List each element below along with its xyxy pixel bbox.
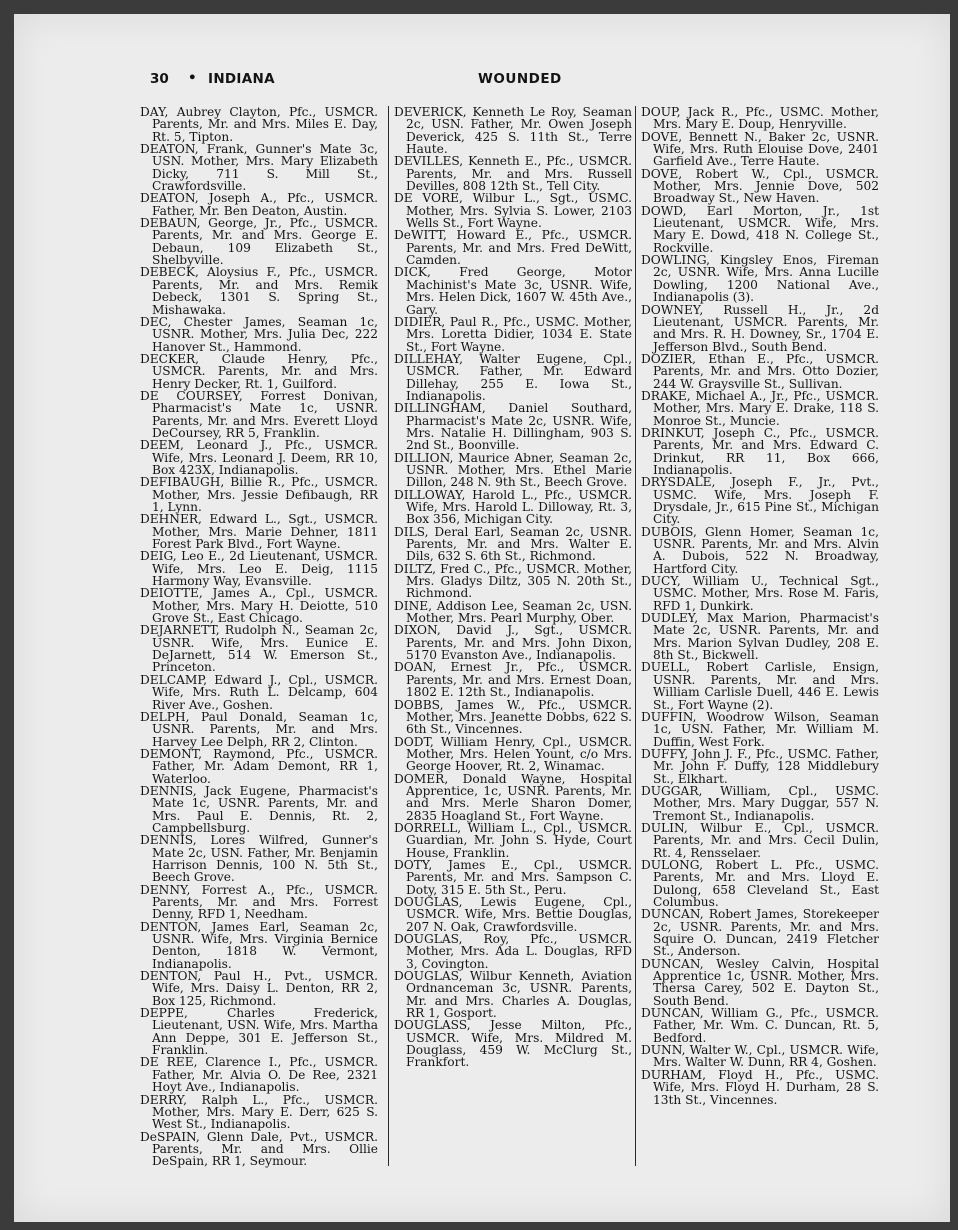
casualty-entry: DULIN, Wilbur E., Cpl., USMCR. Parents, Mr. and Mrs. Cecil Dulin, Rt. 4, Rensselaer.: [641, 820, 879, 860]
casualty-entry: DENNIS, Lores Wilfred, Gunner's Mate 2c, USN. Father, Mr. Benjamin Harrison Dennis, 100 N. 5th St., Beech Grove.: [140, 833, 378, 885]
casualty-entry: DUBOIS, Glenn Homer, Seaman 1c, USNR. Parents, Mr. and Mrs. Alvin A. Dubois, 522 N. Broadway, Hartford City.: [641, 524, 879, 576]
casualty-entry: DRAKE, Michael A., Jr., Pfc., USMCR. Mother, Mrs. Mary E. Drake, 118 S. Monroe St., Muncie.: [641, 388, 879, 428]
casualty-entry: DEATON, Joseph A., Pfc., USMCR. Father, Mr. Ben Deaton, Austin.: [140, 191, 378, 218]
casualty-entry: DENNY, Forrest A., Pfc., USMCR. Parents, Mr. and Mrs. Forrest Denny, RFD 1, Needham.: [140, 882, 378, 922]
casualty-entry: DICK, Fred George, Motor Machinist's Mate 3c, USNR. Wife, Mrs. Helen Dick, 1607 W. 45th Ave., Gary.: [394, 265, 632, 317]
casualty-entry: DE COURSEY, Forrest Donivan, Pharmacist's Mate 1c, USNR. Parents, Mr. and Mrs. Everett Lloyd DeCoursey, RR 5, Franklin.: [140, 388, 378, 440]
casualty-entry: DOUGLAS, Wilbur Kenneth, Aviation Ordnanceman 3c, USNR. Parents, Mr. and Mrs. Charles A. Douglas, RR 1, Gosport.: [394, 969, 632, 1021]
casualty-entry: DOVE, Robert W., Cpl., USMCR. Mother, Mrs. Jennie Dove, 502 Broadway St., New Haven.: [641, 166, 879, 206]
casualty-entry: DURHAM, Floyd H., Pfc., USMC. Wife, Mrs. Floyd H. Durham, 28 S. 13th St., Vincennes.: [641, 1067, 879, 1107]
casualty-entry: DUNCAN, Robert James, Storekeeper 2c, USNR. Parents, Mr. and Mrs. Squire O. Duncan, 2419 Fletcher St., Anderson.: [641, 907, 879, 959]
casualty-entry: DEVERICK, Kenneth Le Roy, Seaman 2c, USN. Father, Mr. Owen Joseph Deverick, 425 S. 11th St., Terre Haute.: [394, 105, 632, 157]
casualty-entry: DOWLING, Kingsley Enos, Fireman 2c, USNR. Wife, Mrs. Anna Lucille Dowling, 1200 National Ave., Indianapolis (3).: [641, 253, 879, 305]
column-divider: [388, 106, 389, 1166]
column-3: [641, 106, 879, 1106]
casualty-entry: DENTON, James Earl, Seaman 2c, USNR. Wife, Mrs. Virginia Bernice Denton, 1818 W. Vermont, Indianapolis.: [140, 919, 378, 971]
casualty-entry: DILLOWAY, Harold L., Pfc., USMCR. Wife, Mrs. Harold L. Dilloway, Rt. 3, Box 356, Michigan City.: [394, 487, 632, 527]
casualty-entry: DEC, Chester James, Seaman 1c, USNR. Mother, Mrs. Julia Dec, 222 Hanover St., Hammond.: [140, 314, 378, 354]
casualty-entry: DILLEHAY, Walter Eugene, Cpl., USMCR. Father, Mr. Edward Dillehay, 255 E. Iowa St., Indianapolis.: [394, 351, 632, 403]
document-page: [14, 14, 950, 1222]
casualty-entry: DEATON, Frank, Gunner's Mate 3c, USN. Mother, Mrs. Mary Elizabeth Dicky, 711 S. Mill St., Crawfordsville.: [140, 142, 378, 194]
casualty-entry: DERRY, Ralph L., Pfc., USMCR. Mother, Mrs. Mary E. Derr, 625 S. West St., Indianapolis.: [140, 1092, 378, 1132]
casualty-entry: DOWNEY, Russell H., Jr., 2d Lieutenant, USMCR. Parents, Mr. and Mrs. R. H. Downey, Sr., 1704 E. Jefferson Blvd., South Bend.: [641, 302, 879, 354]
casualty-entry: DOUP, Jack R., Pfc., USMC. Mother, Mrs. Mary E. Doup, Henryville.: [641, 105, 879, 132]
casualty-entry: DOWD, Earl Morton, Jr., 1st Lieutenant, USMCR. Wife, Mrs. Mary E. Dowd, 418 N. College St., Rockville.: [641, 203, 879, 255]
casualty-entry: DAY, Aubrey Clayton, Pfc., USMCR. Parents, Mr. and Mrs. Miles E. Day, Rt. 5, Tipton.: [140, 105, 378, 144]
casualty-entry: DECKER, Claude Henry, Pfc., USMCR. Parents, Mr. and Mrs. Henry Decker, Rt. 1, Guilford.: [140, 351, 378, 391]
casualty-entry: DORRELL, William L., Cpl., USMCR. Guardian, Mr. John S. Hyde, Court House, Franklin.: [394, 820, 632, 860]
casualty-entry: DEMONT, Raymond, Pfc., USMCR. Father, Mr. Adam Demont, RR 1, Waterloo.: [140, 746, 378, 786]
casualty-entry: DOZIER, Ethan E., Pfc., USMCR. Parents, Mr. and Mrs. Otto Dozier, 244 W. Graysville St., Sullivan.: [641, 351, 879, 391]
casualty-entry: DOMER, Donald Wayne, Hospital Apprentice, 1c, USNR. Parents, Mr. and Mrs. Merle Sharon Domer, 2835 Hoagland St., Fort Wayne.: [394, 771, 632, 823]
page-number: 30: [150, 71, 169, 87]
casualty-entry: DULONG, Robert L. Pfc., USMC. Parents, Mr. and Mrs. Lloyd E. Dulong, 658 Cleveland St., East Columbus.: [641, 857, 879, 909]
casualty-entry: DEBAUN, George, Jr., Pfc., USMCR. Parents, Mr. and Mrs. George E. Debaun, 109 Elizabeth St., Shelbyville.: [140, 216, 378, 268]
casualty-entry: DOAN, Ernest Jr., Pfc., USMCR. Parents, Mr. and Mrs. Ernest Doan, 1802 E. 12th St., Indianapolis.: [394, 660, 632, 700]
casualty-entry: DUCY, William U., Technical Sgt., USMC. Mother, Mrs. Rose M. Faris, RFD 1, Dunkirk.: [641, 574, 879, 613]
casualty-entry: DOUGLAS, Lewis Eugene, Cpl., USMCR. Wife, Mrs. Bettie Douglas, 207 N. Oak, Crawfordsville.: [394, 895, 632, 934]
casualty-entry: DILLION, Maurice Abner, Seaman 2c, USNR. Mother, Mrs. Ethel Marie Dillon, 248 N. 9th St., Beech Grove.: [394, 450, 632, 490]
section-title: WOUNDED: [478, 71, 562, 87]
casualty-entry: DODT, William Henry, Cpl., USMCR. Mother, Mrs. Helen Yount, c/o Mrs. George Hoover, Rt. 2, Winamac.: [394, 734, 632, 774]
casualty-entry: DILTZ, Fred C., Pfc., USMCR. Mother, Mrs. Gladys Diltz, 305 N. 20th St., Richmond.: [394, 561, 632, 601]
casualty-entry: DOTY, James E., Cpl., USMCR. Parents, Mr. and Mrs. Sampson C. Doty, 315 E. 5th St., Peru.: [394, 857, 632, 897]
casualty-entry: DINE, Addison Lee, Seaman 2c, USN. Mother, Mrs. Pearl Murphy, Ober.: [394, 598, 632, 626]
casualty-entry: DILLINGHAM, Daniel Southard, Pharmacist's Mate 2c, USNR. Wife, Mrs. Natalie H. Dillingham, 903 S. 2nd St., Boonville.: [394, 401, 632, 453]
casualty-entry: DUDLEY, Max Marion, Pharmacist's Mate 2c, USNR. Parents, Mr. and Mrs. Marion Sylvan Dudley, 208 E. 8th St., Bickwell.: [641, 611, 879, 663]
casualty-entry: DUNCAN, William G., Pfc., USMCR. Father, Mr. Wm. C. Duncan, Rt. 5, Bedford.: [641, 1006, 879, 1045]
column-2: [394, 106, 632, 1069]
casualty-entry: DEVILLES, Kenneth E., Pfc., USMCR. Parents, Mr. and Mrs. Russell Devilles, 808 12th St., Tell City.: [394, 154, 632, 194]
casualty-entry: DE VORE, Wilbur L., Sgt., USMC. Mother, Mrs. Sylvia S. Lower, 2103 Wells St., Fort Wayne.: [394, 191, 632, 231]
casualty-entry: DOBBS, James W., Pfc., USMCR. Mother, Mrs. Jeanette Dobbs, 622 S. 6th St., Vincennes.: [394, 697, 632, 737]
casualty-entry: DOUGLASS, Jesse Milton, Pfc., USMCR. Wife, Mrs. Mildred M. Douglass, 459 W. McClurg St., Frankfort.: [394, 1018, 632, 1070]
casualty-entry: DELCAMP, Edward J., Cpl., USMCR. Wife, Mrs. Ruth L. Delcamp, 604 River Ave., Goshen.: [140, 672, 378, 712]
casualty-entry: DENNIS, Jack Eugene, Pharmacist's Mate 1c, USNR. Parents, Mr. and Mrs. Paul E. Dennis, Rt. 2, Campbellsburg.: [140, 783, 378, 835]
casualty-entry: DILS, Deral Earl, Seaman 2c, USNR. Parents, Mr. and Mrs. Walter E. Dils, 632 S. 6th St., Richmond.: [394, 524, 632, 564]
casualty-entry: DOVE, Bennett N., Baker 2c, USNR. Wife, Mrs. Ruth Elouise Dove, 2401 Garfield Ave., Terre Haute.: [641, 129, 879, 169]
casualty-entry: DELPH, Paul Donald, Seaman 1c, USNR. Parents, Mr. and Mrs. Harvey Lee Delph, RR 2, Clinton.: [140, 709, 378, 749]
casualty-entry: DIDIER, Paul R., Pfc., USMC. Mother, Mrs. Loretta Didier, 1034 E. State St., Fort Wayne.: [394, 314, 632, 354]
casualty-entry: DEBECK, Aloysius F., Pfc., USMCR. Parents, Mr. and Mrs. Remik Debeck, 1301 S. Spring St., Mishawaka.: [140, 265, 378, 317]
casualty-entry: DUGGAR, William, Cpl., USMC. Mother, Mrs. Mary Duggar, 557 N. Tremont St., Indianapolis.: [641, 783, 879, 823]
casualty-entry: DRINKUT, Joseph C., Pfc., USMCR. Parents, Mr. and Mrs. Edward C. Drinkut, RR 11, Box 666, Indianapolis.: [641, 425, 879, 477]
running-header: [138, 68, 893, 94]
casualty-entry: DUNN, Walter W., Cpl., USMCR. Wife, Mrs. Walter W. Dunn, RR 4, Goshen.: [641, 1043, 879, 1070]
column-divider: [635, 106, 636, 1166]
casualty-entry: DEFIBAUGH, Billie R., Pfc., USMCR. Mother, Mrs. Jessie Defibaugh, RR 1, Lynn.: [140, 475, 378, 514]
casualty-entry: DRYSDALE, Joseph F., Jr., Pvt., USMC. Wife, Mrs. Joseph F. Drysdale, Jr., 615 Pine St., Michigan City.: [641, 475, 879, 527]
casualty-entry: DIXON, David J., Sgt., USMCR. Parents, Mr. and Mrs. John Dixon, 5170 Evanston Ave., Indianapolis.: [394, 623, 632, 663]
casualty-entry: DEIG, Leo E., 2d Lieutenant, USMCR. Wife, Mrs. Leo E. Deig, 1115 Harmony Way, Evansville.: [140, 549, 378, 589]
casualty-entry: DOUGLAS, Roy, Pfc., USMCR. Mother, Mrs. Ada L. Douglas, RFD 3, Covington.: [394, 932, 632, 971]
casualty-entry: DUFFY, John J. F., Pfc., USMC. Father, Mr. John F. Duffy, 128 Middlebury St., Elkhart.: [641, 746, 879, 786]
casualty-entry: DUFFIN, Woodrow Wilson, Seaman 1c, USN. Father, Mr. William M. Duffin, West Fork.: [641, 709, 879, 749]
casualty-entry: DENTON, Paul H., Pvt., USMCR. Wife, Mrs. Daisy L. Denton, RR 2, Box 125, Richmond.: [140, 969, 378, 1008]
header-bullet: •: [188, 70, 197, 86]
casualty-entry: DEJARNETT, Rudolph N., Seaman 2c, USNR. Wife, Mrs. Eunice E. DeJarnett, 514 W. Emerson St., Princeton.: [140, 623, 378, 675]
casualty-entry: DUNCAN, Wesley Calvin, Hospital Apprentice 1c, USNR. Mother, Mrs. Thersa Carey, 502 E. Dayton St., South Bend.: [641, 956, 879, 1008]
page-content: [138, 68, 893, 1178]
casualty-entry: DeSPAIN, Glenn Dale, Pvt., USMCR. Parents, Mr. and Mrs. Ollie DeSpain, RR 1, Seymour.: [140, 1129, 378, 1169]
column-1: [140, 106, 378, 1168]
casualty-entry: DEPPE, Charles Frederick, Lieutenant, USN. Wife, Mrs. Martha Ann Deppe, 301 E. Jefferson St., Franklin.: [140, 1006, 378, 1058]
casualty-entry: DE REE, Clarence I., Pfc., USMCR. Father, Mr. Alvia O. De Ree, 2321 Hoyt Ave., Indianapolis.: [140, 1055, 378, 1095]
casualty-entry: DUELL, Robert Carlisle, Ensign, USNR. Parents, Mr. and Mrs. William Carlisle Duell, 446 E. Lewis St., Fort Wayne (2).: [641, 660, 879, 712]
casualty-entry: DEHNER, Edward L., Sgt., USMCR. Mother, Mrs. Marie Dehner, 1811 Forest Park Blvd., Fort Wayne.: [140, 512, 378, 552]
casualty-entry: DeWITT, Howard E., Pfc., USMCR. Parents, Mr. and Mrs. Fred DeWitt, Camden.: [394, 228, 632, 268]
casualty-entry: DEIOTTE, James A., Cpl., USMCR. Mother, Mrs. Mary H. Deiotte, 510 Grove St., East Chicago.: [140, 586, 378, 626]
casualty-entry: DEEM, Leonard J., Pfc., USMCR. Wife, Mrs. Leonard J. Deem, RR 10, Box 423X, Indianapolis.: [140, 438, 378, 477]
state-name: INDIANA: [208, 71, 275, 87]
